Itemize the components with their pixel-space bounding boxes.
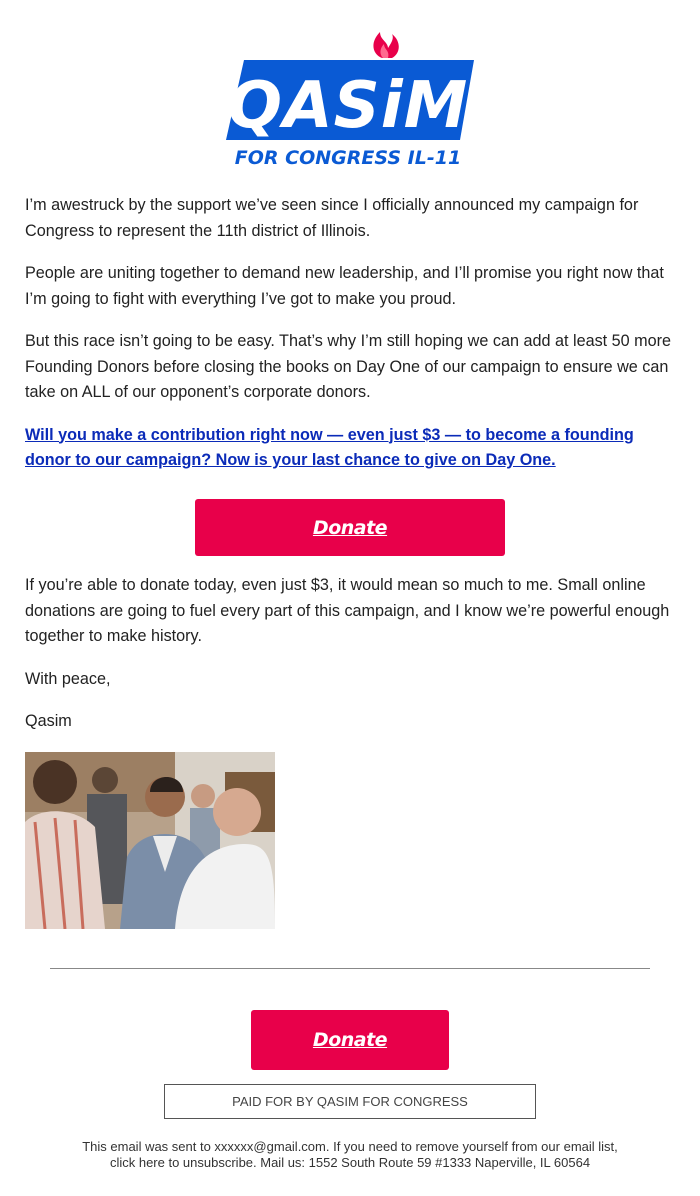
paid-for-disclaimer: PAID FOR BY QASIM FOR CONGRESS bbox=[164, 1084, 536, 1119]
closing-line: With peace, bbox=[25, 670, 111, 688]
campaign-logo bbox=[222, 32, 478, 170]
logo-name: QASiM bbox=[227, 69, 469, 143]
logo-subtitle: FOR CONGRESS IL-11 bbox=[234, 147, 462, 169]
paragraph-2: People are uniting together to demand new leadership, and I’ll promise you right now that I’m going to fight with everything I’ve got to make you proud. bbox=[25, 264, 664, 308]
footer-line-2[interactable]: click here to unsubscribe. Mail us: 1552 South Route 59 #1333 Naperville, IL 60564 bbox=[109, 1155, 591, 1170]
signature: Qasim bbox=[25, 712, 72, 730]
email-footer bbox=[30, 1139, 670, 1171]
contribution-link[interactable]: Will you make a contribution right now — even just $3 — to become a founding donor to our campaign? Now is your last chance to give on Day One. bbox=[25, 425, 634, 469]
donate-button-bottom[interactable]: Donate bbox=[251, 1010, 449, 1070]
paragraph-1: I’m awestruck by the support we’ve seen since I officially announced my campaign for Congress to represent the 11th district of Illinois. bbox=[25, 196, 639, 240]
divider bbox=[50, 968, 650, 969]
paragraph-4: If you’re able to donate today, even just $3, it would mean so much to me. Small online donations are going to fuel every part of this campaign, and I know we’re powerful enough together to make history. bbox=[25, 576, 670, 645]
paragraph-3: But this race isn’t going to be easy. That’s why I’m still hoping we can add at least 50 more Founding Donors before closing the books on Day One of our campaign to ensure we can take on ALL of our opponent’s corporate donors. bbox=[25, 332, 672, 401]
flame-icon bbox=[373, 32, 398, 58]
footer-line-1: This email was sent to xxxxxx@gmail.com. If you need to remove yourself from our email list, bbox=[82, 1139, 618, 1154]
donate-button-top[interactable]: Donate bbox=[195, 499, 505, 556]
campaign-photo bbox=[25, 752, 275, 929]
